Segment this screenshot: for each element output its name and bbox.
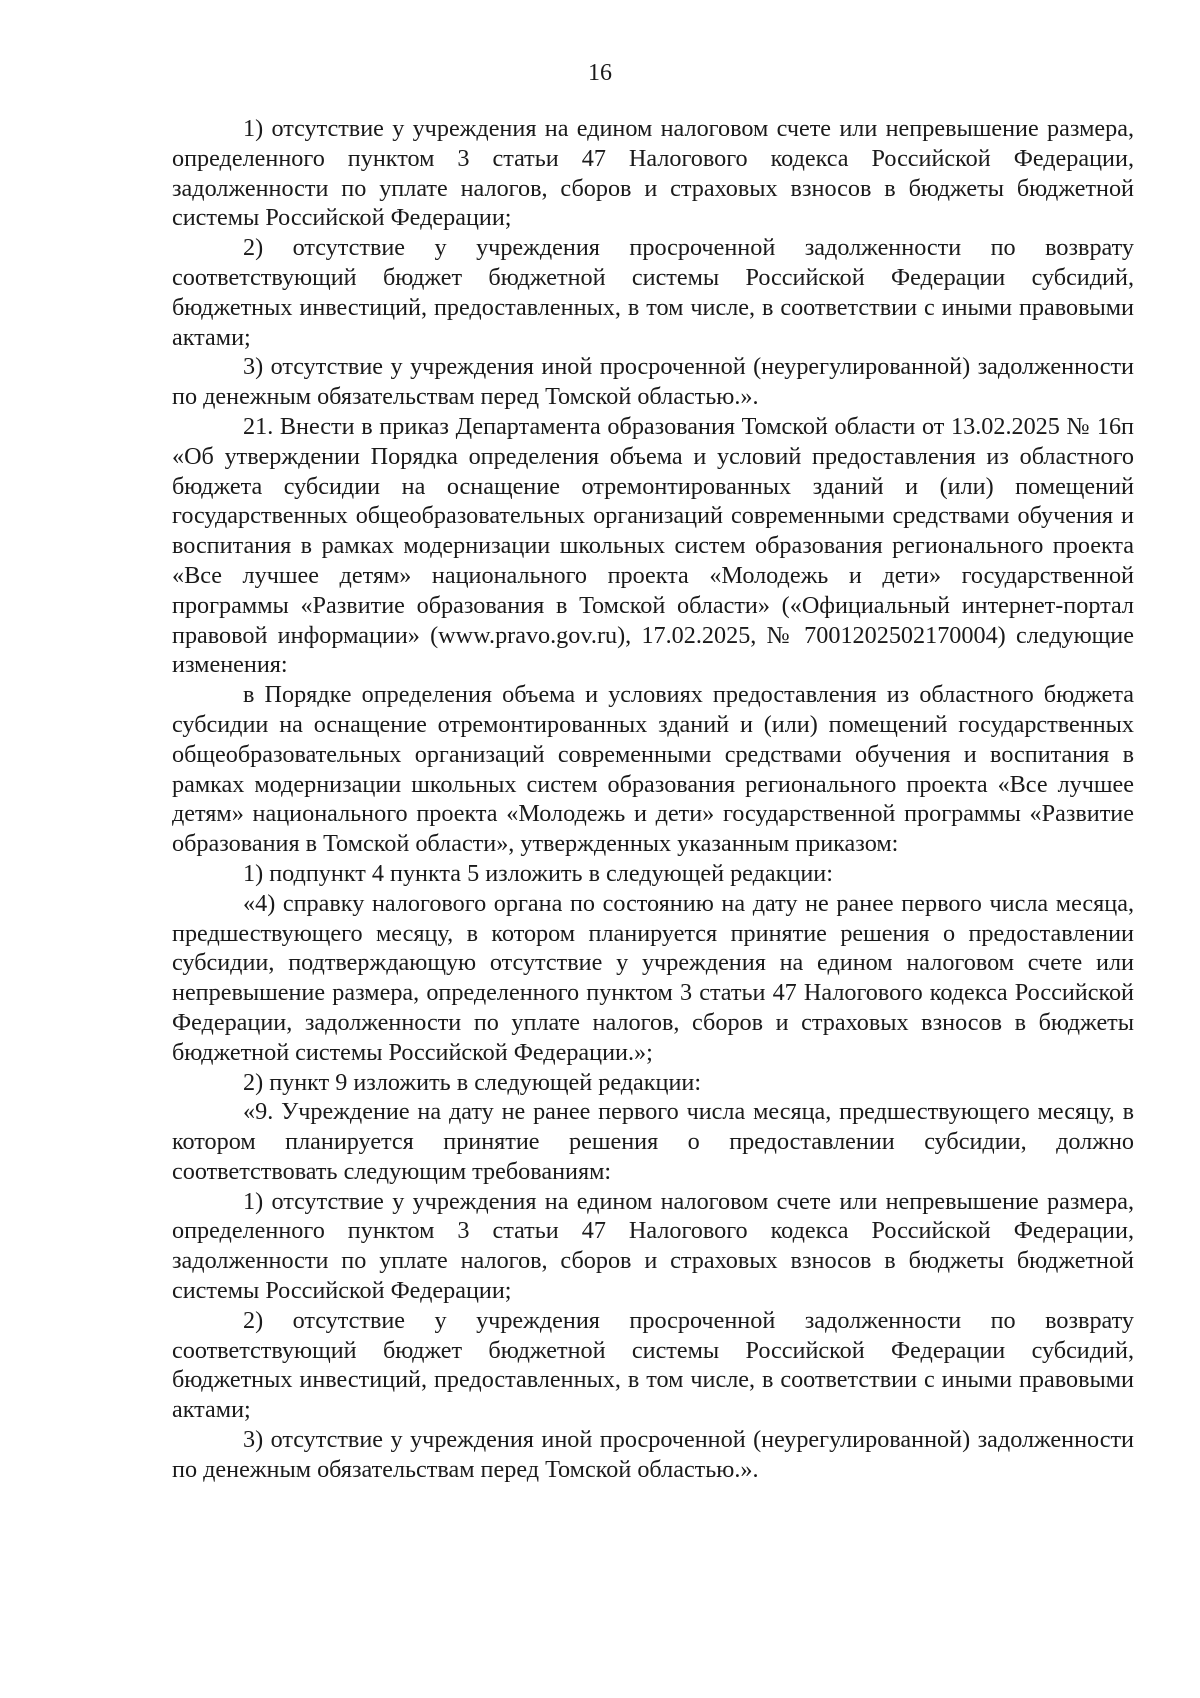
paragraph-clause-3-unsettled-debt: 3) отсутствие у учреждения иной просроченной (неурегулированной) задолженности по денежным обязательствам перед Томской областью.».	[172, 353, 1134, 411]
paragraph-requirement-2-overdue-debt: 2) отсутствие у учреждения просроченной задолженности по возврату соответствующий бюджет бюджетной системы Российской Федерации субсидий, бюджетных инвестиций, предоставленных, в том числе, в соответствии с иными правовыми актами;	[172, 1306, 1134, 1424]
paragraph-requirement-3-unsettled-debt: 3) отсутствие у учреждения иной просроченной (неурегулированной) задолженности по денежным обязательствам перед Томской областью.».	[172, 1426, 1134, 1483]
paragraph-item-9-requirements: «9. Учреждение на дату не ранее первого числа месяца, предшествующего месяцу, в котором планируется принятие решения о предоставлении субсидии, должно соответствовать следующим требованиям:	[172, 1098, 1134, 1185]
paragraph-subclause-1-instruction: 1) подпункт 4 пункта 5 изложить в следующей редакции:	[243, 859, 833, 887]
paragraph-subclause-2-instruction: 2) пункт 9 изложить в следующей редакции:	[243, 1068, 702, 1096]
paragraph-tax-certificate-text: «4) справку налогового органа по состоянию на дату не ранее первого числа месяца, предшествующего месяцу, в котором планируется принятие решения о предоставлении субсидии, подтверждающую отсутствие у учреждения на едином налоговом счете или непревышение размера, определенного пунктом 3 статьи 47 Налогового кодекса Российской Федерации, задолженности по уплате налогов, сборов и страховых взносов в бюджеты бюджетной системы Российской Федерации.»;	[172, 889, 1134, 1066]
page-number: 16	[588, 60, 612, 86]
paragraph-item-21-amend-order: 21. Внести в приказ Департамента образования Томской области от 13.02.2025 № 16п «Об утверждении Порядка определения объема и условий предоставления из областного бюджета субсидии на оснащение отремонтированных зданий и (или) помещений государственных общеобразовательных организаций современными средствами обучения и воспитания в рамках модернизации школьных систем образования регионального проекта «Все лучшее детям» национального проекта «Молодежь и дети» государственной программы «Развитие образования в Томской области» («Официальный интернет-портал правовой информации» (www.pravo.gov.ru), 17.02.2025, № 7001202502170004) следующие изменения:	[172, 412, 1134, 679]
paragraph-requirement-1-tax-debt: 1) отсутствие у учреждения на едином налоговом счете или непревышение размера, определенного пунктом 3 статьи 47 Налогового кодекса Российской Федерации, задолженности по уплате налогов, сборов и страховых взносов в бюджеты бюджетной системы Российской Федерации;	[172, 1187, 1134, 1305]
paragraph-procedure-amendment: в Порядке определения объема и условиях предоставления из областного бюджета субсидии на оснащение отремонтированных зданий и (или) помещений государственных общеобразовательных организаций современными средствами обучения и воспитания в рамках модернизации школьных систем образования регионального проекта «Все лучшее детям» национального проекта «Молодежь и дети» государственной программы «Развитие образования в Томской области», утвержденных указанным приказом:	[172, 681, 1134, 858]
paragraph-clause-2-overdue-debt: 2) отсутствие у учреждения просроченной задолженности по возврату соответствующий бюджет бюджетной системы Российской Федерации субсидий, бюджетных инвестиций, предоставленных, в том числе, в соответствии с иными правовыми актами;	[172, 234, 1134, 351]
paragraph-clause-1-tax-debt: 1) отсутствие у учреждения на едином налоговом счете или непревышение размера, определенного пунктом 3 статьи 47 Налогового кодекса Российской Федерации, задолженности по уплате налогов, сборов и страховых взносов в бюджеты бюджетной системы Российской Федерации;	[172, 115, 1134, 232]
document-body	[172, 114, 1134, 1485]
